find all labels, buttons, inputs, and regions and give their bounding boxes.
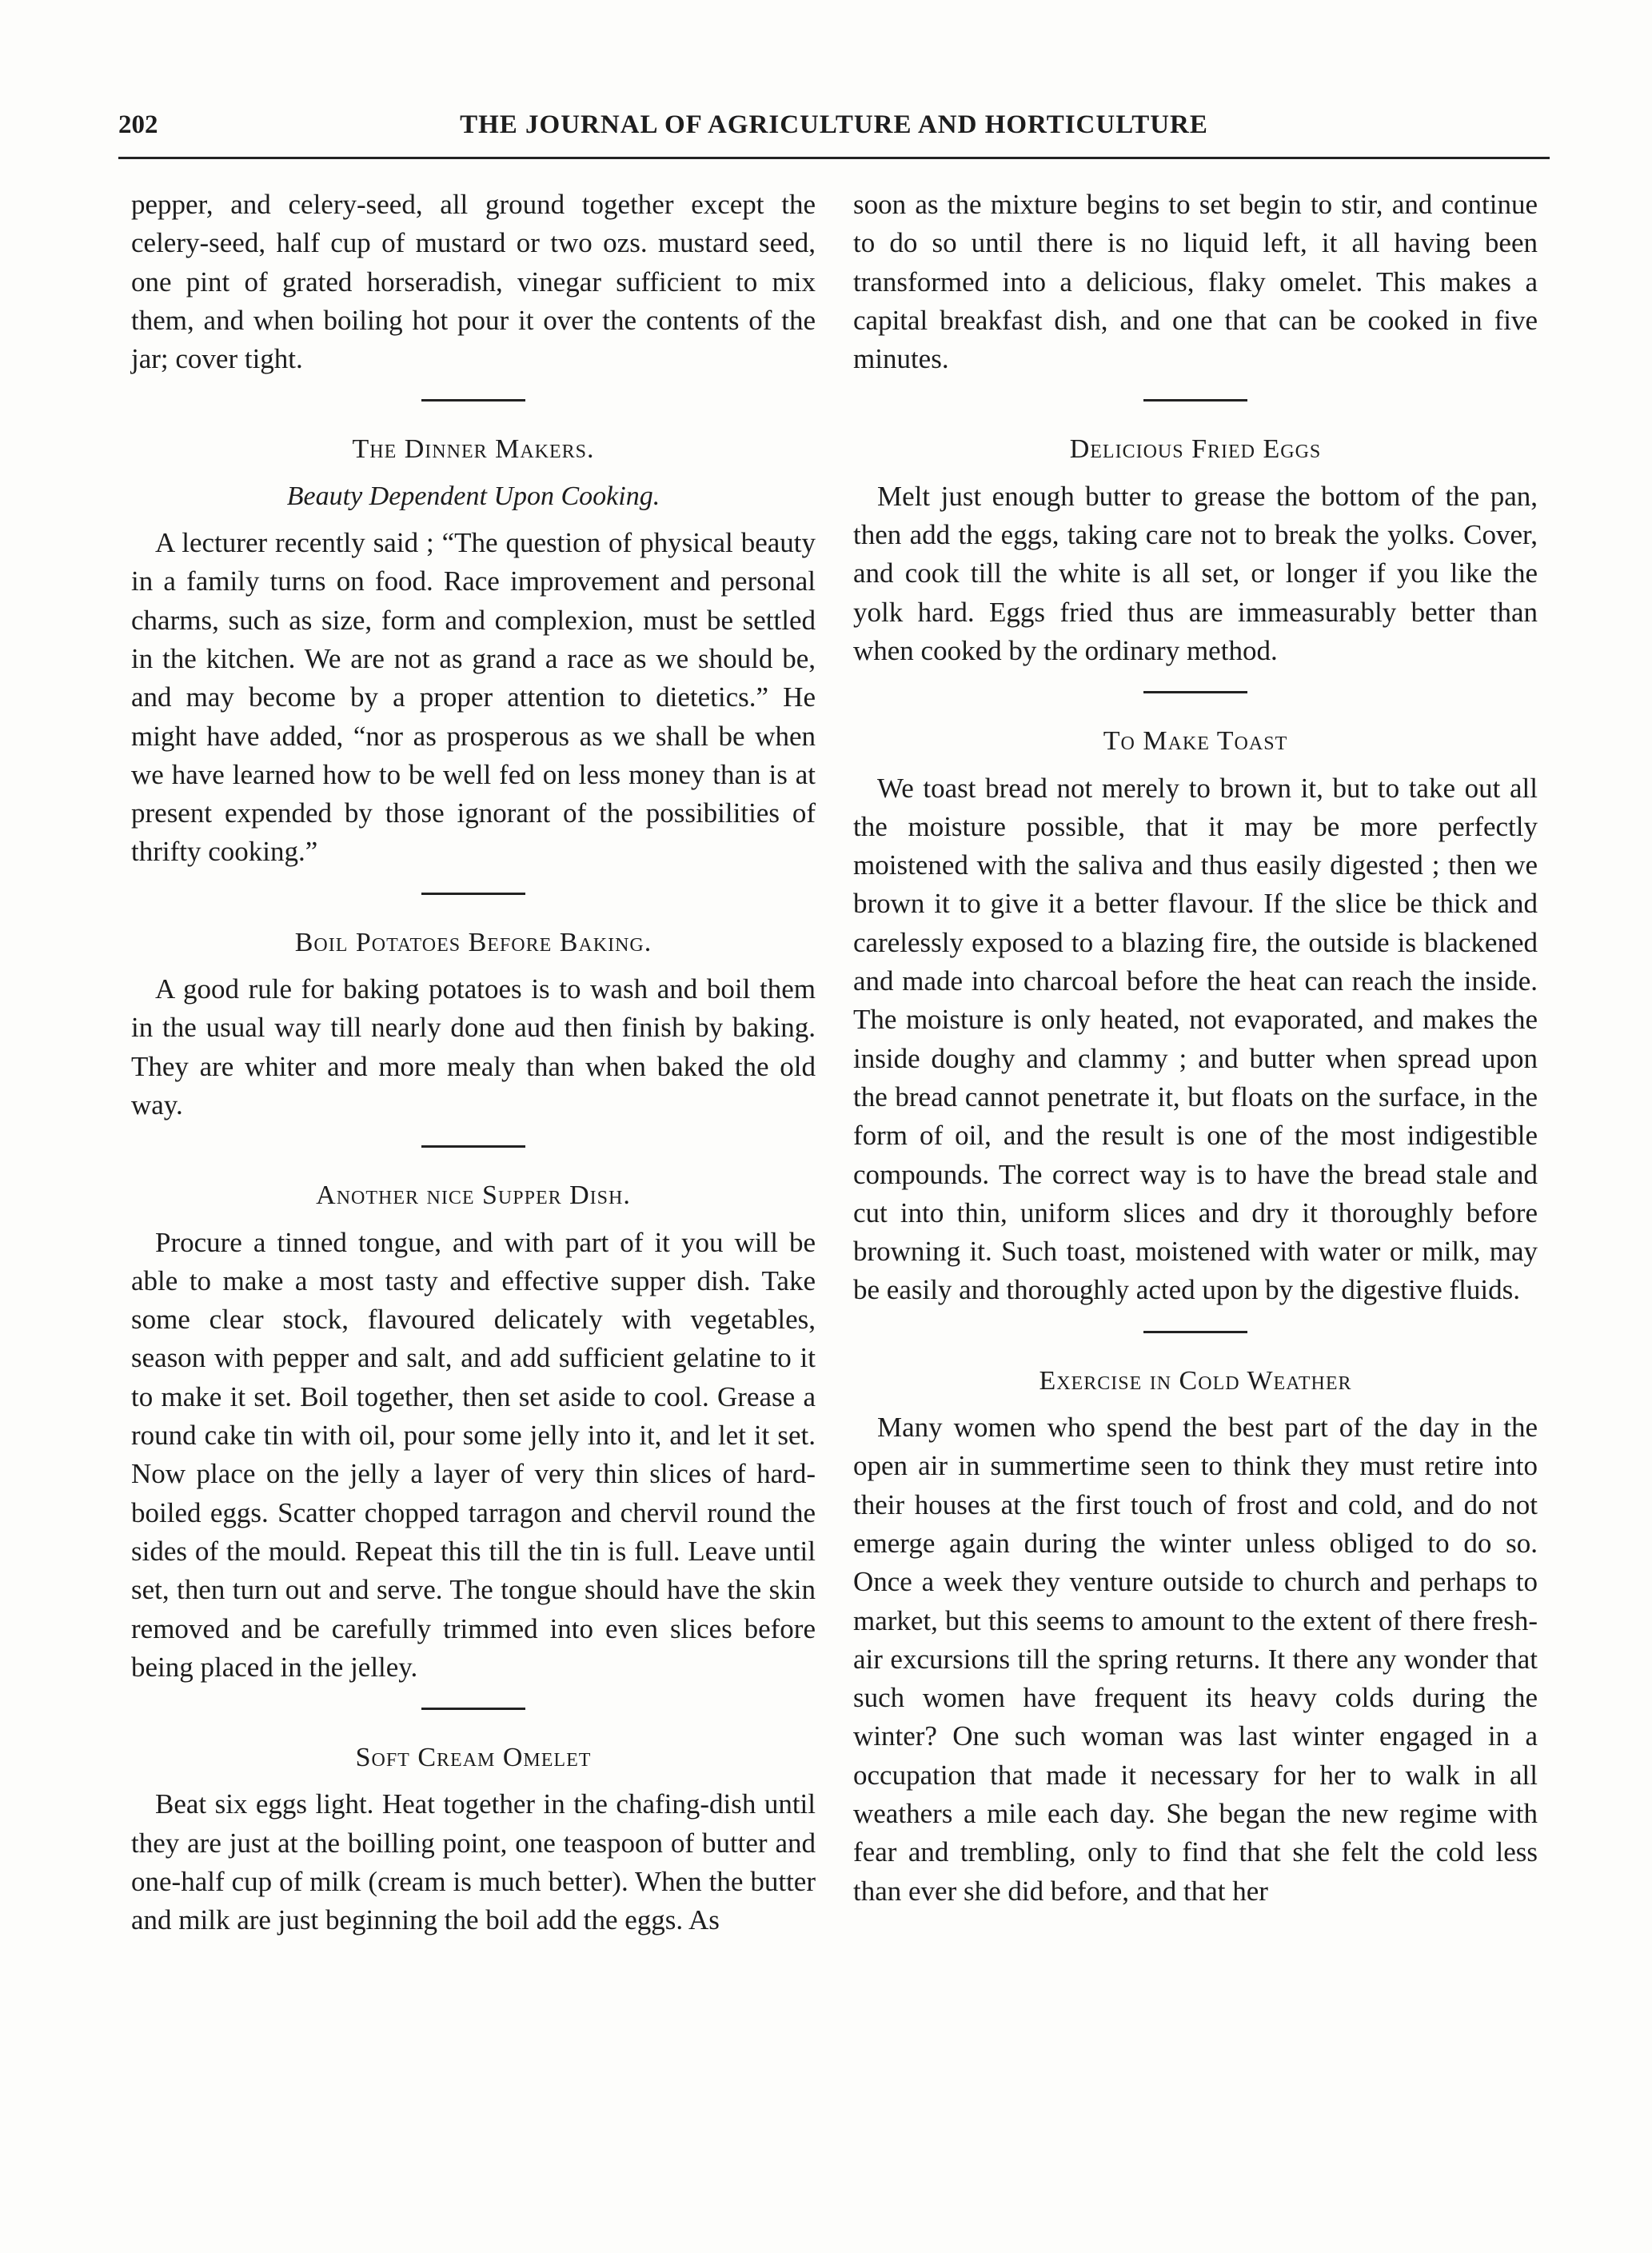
omelet-heading: Soft Cream Omelet	[355, 1743, 592, 1773]
section-divider	[421, 893, 525, 895]
boil-potatoes-body: A good rule for baking potatoes is to wash and boil them in the usual way till nearly done aud then finish by baking. They are whiter and more mealy than when baked the old way.	[131, 973, 816, 1121]
omelet-body: Beat six eggs light. Heat together in the chafing-dish until they are just at the boilling point, one teaspoon of butter and one-half cup of milk (cream is much better). When the butter and milk are just beginning the boil add the eggs. As	[131, 1788, 816, 1936]
page-header	[118, 102, 1550, 150]
supper-dish-heading: Another nice Supper Dish.	[316, 1180, 631, 1211]
section-divider	[421, 1708, 525, 1710]
boil-potatoes-heading: Boil Potatoes Before Baking.	[294, 927, 652, 957]
omelet-continued: soon as the mixture begins to set begin to stir, and continue to do so until there is no liquid left, it all having been transformed into a delicious, flaky omelet. This makes a capital breakfast dish, and one that can be cooked in five minutes.	[853, 189, 1538, 375]
toast-heading: To Make Toast	[1103, 726, 1288, 757]
fried-eggs-heading: Delicious Fried Eggs	[1069, 434, 1322, 465]
dinner-makers-subheading: Beauty Dependent Upon Cooking.	[286, 481, 660, 511]
section-divider	[1143, 399, 1247, 401]
section-divider	[1143, 691, 1247, 693]
dinner-makers-heading: The Dinner Makers.	[352, 434, 595, 465]
right-column	[853, 186, 1538, 1911]
toast-body: We toast bread not merely to brown it, but to take out all the moisture possible, that it may be more perfectly moistened with the saliva and thus easily digested ; then we brown it to give it a better flavour. If the slice be thick and carelessly exposed to a blazing fire, the outside is blackened and made into charcoal before the heat can reach the inside. The moisture is only heated, not evaporated, and makes the inside doughy and clammy ; and butter when spread upon the bread cannot penetrate it, but floats on the surface, in the form of oil, and the result is one of the most indigestible compounds. The correct way is to have the bread stale and cut into thin, uniform slices and dry it thoroughly before browning it. Such toast, moistened with water or milk, may be easily and thoroughly acted upon by the digestive fluids.	[853, 772, 1538, 1306]
dinner-makers-body: A lecturer recently said ; “The question of physical beauty in a family turns on food. Race improvement and personal charms, such as size, form and complexion, must be settled in the kitchen. We are not as grand a race as we should be, and may become by a proper attention to dietetics.” He might have added, “nor as prosperous as we shall be when we have learned how to be well fed on less money than is at present expended by those ignorant of the possibilities of thrifty cooking.”	[131, 527, 816, 868]
section-divider	[421, 1145, 525, 1148]
intro-paragraph: pepper, and celery-seed, all ground together except the celery-seed, half cup of mustard or two ozs. mustard seed, one pint of grated horseradish, vinegar sufficient to mix them, and when boiling hot pour it over the contents of the jar; cover tight.	[131, 189, 816, 375]
section-divider	[421, 399, 525, 401]
fried-eggs-body: Melt just enough butter to grease the bottom of the pan, then add the eggs, taking care not to break the yolks. Cover, and cook till the white is all set, or longer if you like the yolk hard. Eggs fried thus are immeasurably better than when cooked by the ordinary method.	[853, 480, 1538, 666]
page-number: 202	[118, 110, 158, 139]
header-rule	[118, 157, 1550, 159]
supper-dish-body: Procure a tinned tongue, and with part of it you will be able to make a most tasty and effective supper dish. Take some clear stock, flavoured delicately with vegetables, season with pepper and salt, and add sufficient gelatine to it to make it set. Boil together, then set aside to cool. Grease a round cake tin with oil, pour some jelly into it, and let it set. Now place on the jelly a layer of very thin slices of hard-boiled eggs. Scatter chopped tarragon and chervil round the sides of the mould. Repeat this till the tin is full. Leave until set, then turn out and serve. The tongue should have the skin removed and be carefully trimmed into even slices before being placed in the jelley.	[131, 1226, 816, 1683]
journal-title: THE JOURNAL OF AGRICULTURE AND HORTICULTURE	[460, 110, 1208, 139]
left-column	[131, 186, 816, 1940]
section-divider	[1143, 1331, 1247, 1333]
exercise-body: Many women who spend the best part of the day in the open air in summertime seen to think they must retire into their houses at the first touch of frost and cold, and do not emerge again during the winter unless obliged to do so. Once a week they venture outside to church and perhaps to market, but this seems to amount to the extent of there fresh-air excursions till the spring returns. It there any wonder that such women have frequent its heavy colds during the winter? One such woman was last winter engaged in a occupation that made it necessary for her to walk in all weathers a mile each day. She began the new regime with fear and trembling, only to find that she felt the cold less than ever she did before, and that her	[853, 1412, 1538, 1907]
exercise-heading: Exercise in Cold Weather	[1039, 1365, 1352, 1396]
